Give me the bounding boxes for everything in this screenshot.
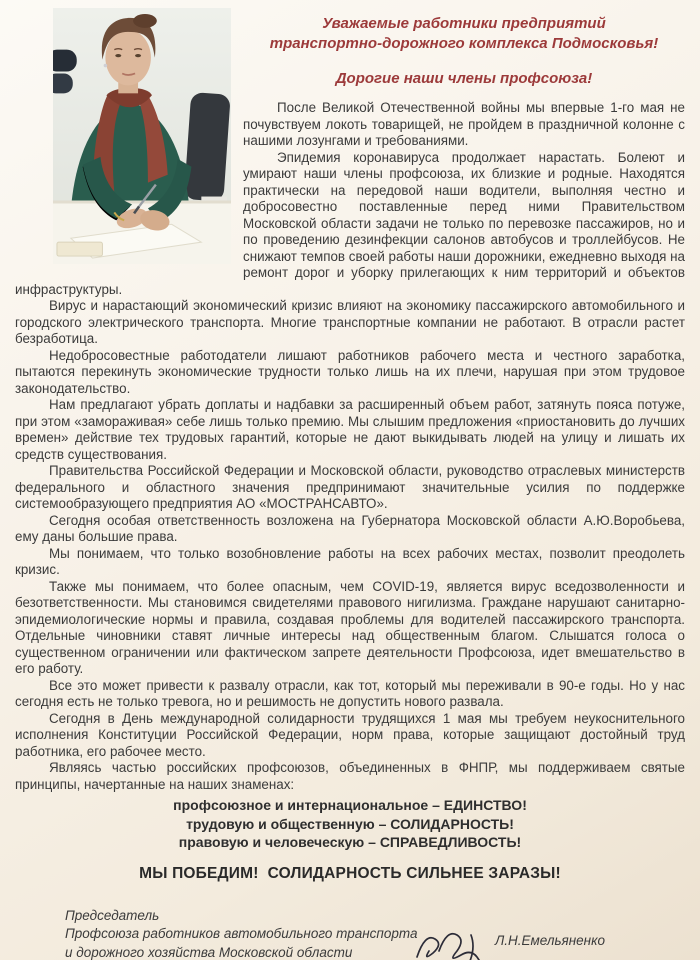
paragraph: Также мы понимаем, что более опасным, чем COVID-19, является вирус вседозволенности и безответственности. Мы становимся свидетелями правового нигилизма. Граждане нарушают санитарно-эпидемиологические нормы и правила, создавая проблемы для водителей пассажирского транспорта. Отдельные чиновники ставят личные интересы над общественным благом. Слышатся голоса о существенном ограничении или фактическом запрете деятельности Профсоюза, идет вмешательство в его работу. xyxy=(15,578,685,676)
paragraph: Правительства Российской Федерации и Московской области, руководство отраслевых министерств федерального и областного значения предпринимают значительные усилия по поддержке системообразующего предприятия АО «МОСТРАНСАВТО». xyxy=(15,463,685,511)
salutation-line-2: транспортно-дорожного комплекса Подмосковья! xyxy=(269,35,659,52)
paragraph: Являясь частью российских профсоюзов, объединенных в ФНПР, мы поддерживаем святые принципы, начертанные на наших знаменах: xyxy=(15,760,685,792)
greeting-heading: Дорогие наши члены профсоюза! xyxy=(335,70,593,87)
paragraph: Недобросовестные работодатели лишают работников рабочего места и честного заработка, пытаются перекинуть экономические трудности только лишь на их плечи, нарушая при этом трудовое законодательство. xyxy=(15,347,685,396)
signature-name: Л.Н.Емельяненко xyxy=(495,932,605,948)
paragraph: Сегодня в День международной солидарности трудящихся 1 мая мы требуем неукоснительного исполнения Конституции Российской Федерации, норм права, которые защищают достойный труд работника, его рабочее место. xyxy=(15,710,685,759)
paragraph: Эпидемия коронавируса продолжает нарастать. Болеют и умирают наши члены профсоюза, их близкие и родные. Находятся практически на передовой наши водители, выполняя честно и добросовестно поставленные перед ними Правительством Московской области задачи не только по перевозке пассажиров, но и по проведению дезинфекции салонов автобусов и троллейбусов. Не снижают темпов своей работы наши дорожники, ежедневно выходя на ремонт дорог и уборку прилегающих к ним территорий и объектов инфраструктуры. xyxy=(15,149,685,297)
salutation-line-1: Уважаемые работники предприятий xyxy=(322,15,606,32)
signature-title-line: и дорожного хозяйства Московской области xyxy=(65,944,353,960)
portrait-photo-art xyxy=(53,8,231,264)
paragraph: После Великой Отечественной войны мы впервые 1-го мая не почувствуем локоть товарищей, не пройдем в праздничной колонне с нашими лозунгами и требованиями. xyxy=(243,100,685,148)
portrait-photo xyxy=(53,8,231,264)
signature-block xyxy=(15,907,685,960)
victory-slogan: МЫ ПОБЕДИМ! СОЛИДАРНОСТЬ СИЛЬНЕЕ ЗАРАЗЫ! xyxy=(139,864,561,882)
paragraph: Сегодня особая ответственность возложена на Губернатора Московской области А.Ю.Воробьева, ему даны большие права. xyxy=(15,512,685,544)
signature-title xyxy=(65,907,417,960)
signature-title-line: Профсоюза работников автомобильного транспорта xyxy=(65,926,418,941)
slogan-line: правовую и человеческую – СПРАВЕДЛИВОСТЬ! xyxy=(178,834,522,850)
paragraph: Мы понимаем, что только возобновление работы на всех рабочих местах, позволит преодолеть кризис. xyxy=(15,545,685,577)
slogan-line: профсоюзное и интернациональное – ЕДИНСТВО! xyxy=(173,797,527,813)
paragraph: Нам предлагают убрать доплаты и надбавки за расширенный объем работ, затянуть пояса потуже, при этом «замораживая» себе лишь только премию. Мы слышим предложения «приостановить до лучших времен» действие тех трудовых гарантий, которые не дают выкидывать людей на улицу и лишать их средств существования. xyxy=(15,397,685,462)
signature-autograph-icon xyxy=(413,925,499,960)
paragraph: Вирус и нарастающий экономический кризис влияют на экономику пассажирского автомобильного и городского электрического транспорта. Многие транспортные компании не работают. В отрасли растет безработица. xyxy=(15,298,685,346)
paragraph: Все это может привести к развалу отрасли, как тот, который мы переживали в 90-е годы. Но у нас сегодня есть не только тревога, но и решимость не допустить нового развала. xyxy=(15,677,685,709)
signature-title-line: Председатель xyxy=(65,907,160,923)
slogan-list xyxy=(15,796,685,852)
slogan-line: трудовую и общественную – СОЛИДАРНОСТЬ! xyxy=(186,815,514,832)
